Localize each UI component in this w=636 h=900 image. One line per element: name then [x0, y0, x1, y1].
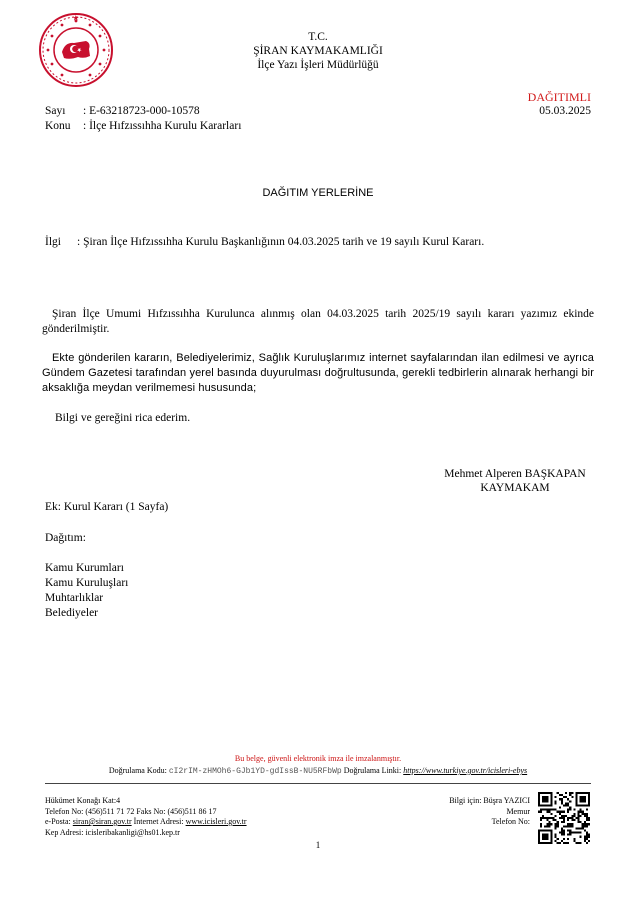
konu-row [45, 119, 241, 133]
address-line: Hükümet Konağı Kat:4 [45, 796, 121, 805]
signatory-name: Mehmet Alperen BAŞKAPAN [444, 468, 586, 480]
contact-person-block [425, 796, 530, 828]
sayi-label: Sayı [45, 105, 66, 117]
contact-phone: Telefon No: [491, 817, 530, 826]
document-date: 05.03.2025 [539, 105, 591, 117]
sayi-value: : E-63218723-000-10578 [83, 105, 200, 117]
contact-role: Memur [506, 806, 530, 816]
verify-code-label: Doğrulama Kodu: [108, 766, 167, 775]
ilgi-value: : Şiran İlçe Hıfzıssıhha Kurulu Başkanlığının 04.03.2025 tarih ve 19 sayılı Kurul Kararı. [77, 236, 485, 248]
body-paragraph-2: Ekte gönderilen kararın, Belediyelerimiz, Sağlık Kuruluşlarımız internet sayfalarından ilan edilmesi ve ayrıca Gündem Gazetesi tarafından yerel basında duyurulması doğrultusunda, gerekli tedbirlerin alınarak herhangi bir aksaklığa meydan verilmemesi hususunda; [42, 352, 594, 394]
sayi-row [45, 104, 200, 118]
verify-link[interactable]: https://www.turkiye.gov.tr/icisleri-ebys [403, 766, 528, 775]
verify-link-label: Doğrulama Linki: [343, 766, 402, 775]
konu-label: Konu [45, 120, 71, 132]
contact-block [45, 796, 247, 838]
email-web-line: e-Posta: siran@siran.gov.tr İnternet Adresi: www.icisleri.gov.tr [45, 817, 247, 826]
verify-code: cI2rIM-zHMOh6-GJb1YD-gdIssB-NU5RFbWp [168, 767, 342, 776]
distribution-mark: DAĞITIMLI [527, 90, 591, 104]
ilgi-row [45, 235, 484, 249]
distribution-list [45, 561, 128, 621]
list-item: Belediyeler [45, 607, 99, 619]
list-item: Kamu Kuruluşları [45, 577, 129, 589]
attachment-line: Ek: Kurul Kararı (1 Sayfa) [45, 501, 169, 513]
email-link[interactable]: siran@siran.gov.tr [72, 817, 132, 826]
kep-line: Kep Adresi: icisleribakanligi@hs01.kep.tr [45, 827, 180, 837]
signatory-title: KAYMAKAM [480, 482, 550, 494]
list-item: Kamu Kurumları [45, 562, 124, 574]
secure-signature-note: Bu belge, güvenli elektronik imza ile imzalanmıştır. [234, 754, 402, 763]
body-paragraph-3: Bilgi ve gereğini rica ederim. [55, 412, 191, 424]
header-country: T.C. [308, 31, 328, 43]
distribution-label: Dağıtım: [45, 532, 86, 544]
contact-person: Bilgi için: Büşra YAZICI [449, 796, 530, 805]
ilgi-label: İlgi [45, 236, 61, 248]
header-institution: ŞİRAN KAYMAKAMLIĞI [253, 45, 383, 57]
header-department: İlçe Yazı İşleri Müdürlüğü [257, 59, 379, 71]
page-title: DAĞITIM YERLERİNE [262, 187, 374, 199]
konu-value: : İlçe Hıfzıssıhha Kurulu Kararları [83, 120, 242, 132]
qr-code-icon [538, 792, 590, 844]
phone-line: Telefon No: (456)511 71 72 Faks No: (456)511 86 17 [45, 806, 217, 816]
verification-line [0, 766, 636, 776]
web-link[interactable]: www.icisleri.gov.tr [185, 817, 247, 826]
body-paragraph-1: Şiran İlçe Umumi Hıfzıssıhha Kurulunca alınmış olan 04.03.2025 tarih 2025/19 sayılı kararı yazımız ekinde gönderilmiştir. [42, 308, 594, 335]
list-item: Muhtarlıklar [45, 592, 104, 604]
footer-divider [45, 783, 591, 784]
page-number: 1 [315, 840, 321, 850]
